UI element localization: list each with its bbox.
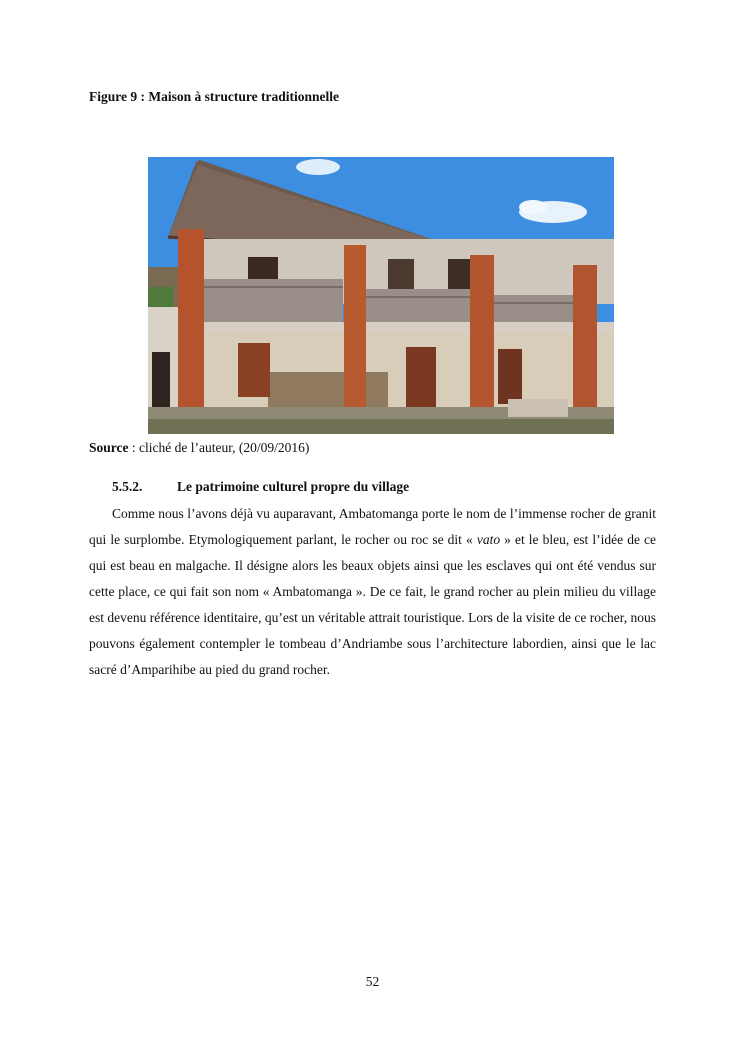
source-text: : cliché de l’auteur, (20/09/2016) xyxy=(128,440,310,455)
page-number: 52 xyxy=(365,974,380,989)
paragraph-italic: vato xyxy=(476,532,501,547)
house-photo xyxy=(148,157,614,434)
paragraph-part1: Comme nous l’avons déjà vu auparavant, Ambatomanga porte le nom de l’immense rocher de granit qui le surplombe. Etymologiquement parlant, le rocher ou roc se dit « xyxy=(89,506,656,547)
paragraph-part2: » et le bleu, est l’idée de ce qui est beau en malgache. Il désigne alors les beaux objets ainsi que les esclaves qui ont été vendus sur cette place, ce qui fait son nom « Ambatomanga ». De ce fait, le grand rocher au plein milieu du village est devenu référence identitaire, qu’est un véritable attrait touristique. Lors de la visite de ce rocher, nous pouvons également contempler le tombeau d’Andriambe sous l’architecture labordien, ainsi que le lac sacré d’Amparihibe au pied du grand rocher. xyxy=(89,532,656,677)
figure-caption: Figure 9 : Maison à structure traditionnelle xyxy=(89,89,339,104)
section-number: 5.5.2. xyxy=(112,479,143,494)
section-heading xyxy=(112,479,409,495)
body-paragraph xyxy=(89,501,656,683)
section-title: Le patrimoine culturel propre du village xyxy=(177,479,410,494)
source-label: Source xyxy=(89,440,129,455)
source-line xyxy=(89,440,309,456)
